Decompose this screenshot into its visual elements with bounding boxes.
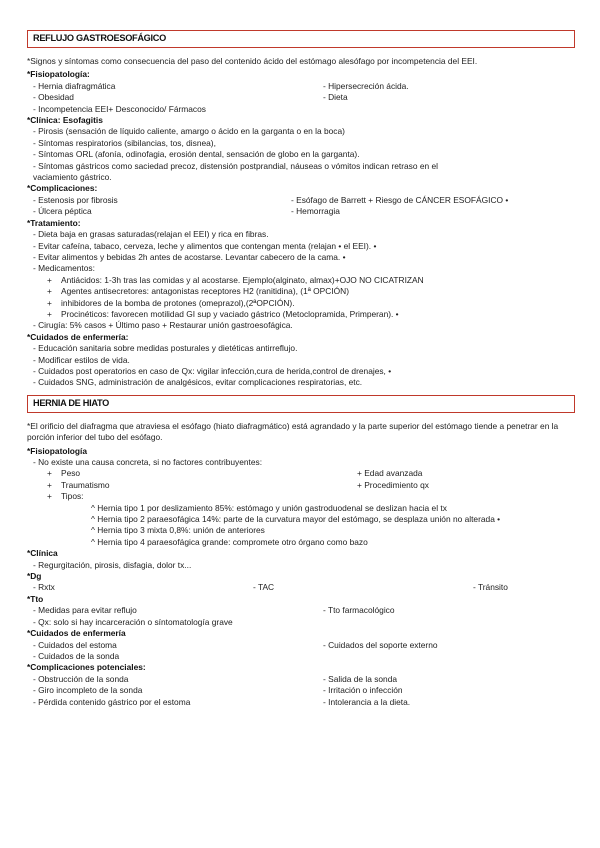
list-item: - Dieta baja en grasas saturadas(relajan el EEI) y rica en fibras.: [33, 229, 269, 240]
bullet-item: [27, 286, 575, 297]
list-item: - Úlcera péptica: [33, 206, 92, 217]
list-item: - Salida de la sonda: [323, 673, 398, 684]
sub-bullet-item: ^ Hernia tipo 3 mixta 0,8%: unión de anteriores: [91, 525, 265, 536]
list-item: - Regurgitación, pirosis, disfagia, dolor tx...: [33, 559, 192, 570]
sub-bullet-item: ^ Hernia tipo 4 paraesofágica grande: compromete otro órgano como bazo: [91, 536, 368, 547]
sub-bullet-item: ^ Hernia tipo 1 por deslizamiento 85%: estómago y unión gastroduodenal se deslizan hacia el tx: [91, 502, 447, 513]
two-column-row: [27, 605, 575, 616]
list-item: - Tto farmacológico: [323, 605, 395, 616]
bullet-item: [27, 468, 575, 479]
list-item: - TAC: [253, 582, 275, 593]
bullet-item: [27, 275, 575, 286]
plus-bullet-icon: +: [47, 468, 52, 479]
list-item: - Pérdida contenido gástrico por el estoma: [33, 696, 191, 707]
sub-bullet-item: ^ Hernia tipo 2 paraesofágica 14%: parte de la curvatura mayor del estómago, se desplaza unión no alterada •: [91, 514, 501, 525]
bullet-text: inhibidores de la bomba de protones (omeprazol),(2ªOPCIÓN).: [61, 297, 295, 308]
list-item: - Síntomas ORL (afonía, odinofagia, erosión dental, sensación de globo en la garganta).: [33, 149, 360, 160]
list-item: vaciamiento gástrico.: [33, 172, 112, 183]
dg-row: [27, 582, 575, 593]
plus-bullet-icon: +: [47, 308, 52, 319]
plus-bullet-icon: +: [47, 479, 52, 490]
list-item: - Cuidados de la sonda: [33, 650, 120, 661]
list-item: - Qx: solo si hay incarceración o síntomatología grave: [33, 616, 233, 627]
list-item: - Medicamentos:: [33, 263, 95, 274]
two-column-row: [27, 617, 575, 628]
list-item: - Síntomas respiratorios (sibilancias, tos, disnea),: [33, 137, 216, 148]
plus-bullet-icon: +: [47, 297, 52, 308]
two-column-row: [27, 195, 575, 206]
list-item: - Evitar alimentos y bebidas 2h antes de acostarse. Levantar cabecero de la cama. •: [33, 251, 346, 262]
list-item: - Dieta: [323, 92, 348, 103]
heading-fisiopatologia: *Fisiopatología:: [27, 69, 90, 80]
list-item: - Hipersecreción ácida.: [323, 80, 409, 91]
plus-bullet-icon: +: [47, 286, 52, 297]
two-column-row: [27, 206, 575, 217]
bullet-text: Tipos:: [61, 491, 84, 502]
intro-text: *El orificio del diafragma que atraviesa el esófago (hiato diafragmático) está agrandado y la parte superior del estómago tiende a penetrar en la porción inferior del tubo del esófago.: [27, 420, 559, 443]
two-column-row: [27, 685, 575, 696]
bullet-item: [27, 491, 575, 502]
list-item: - Cirugía: 5% casos + Último paso + Restaurar unión gastroesofágica.: [33, 320, 293, 331]
two-column-row: [27, 697, 575, 708]
bullet-text: Procinéticos: favorecen motilidad GI sup y vaciado gástrico (Metoclopramida, Primperan). •: [61, 308, 399, 319]
heading-complicaciones-potenciales: *Complicaciones potenciales:: [27, 662, 146, 673]
list-item: - Intolerancia a la dieta.: [323, 696, 411, 707]
bullet-item: [27, 480, 575, 491]
list-item: - Pirosis (sensación de líquido caliente, amargo o ácido en la garganta o en la boca): [33, 126, 345, 137]
list-item: - Tránsito: [473, 582, 508, 593]
heading-clinica: *Clínica: [27, 548, 58, 559]
list-item: - Modificar estilos de vida.: [33, 354, 130, 365]
heading-tto: *Tto: [27, 593, 44, 604]
two-column-row: [27, 92, 575, 103]
bullet-text: + Procedimiento qx: [357, 479, 429, 490]
list-item: - Hernia diafragmática: [33, 80, 116, 91]
list-item: - Obstrucción de la sonda: [33, 673, 129, 684]
intro-text: *Signos y síntomas como consecuencia del paso del contenido ácido del estómago alesófago por incompetencia del EEI.: [27, 56, 478, 66]
bullet-text: Antiácidos: 1-3h tras las comidas y al acostarse. Ejemplo(alginato, almax)+OJO NO CICATRIZAN: [61, 274, 424, 285]
two-column-row: [27, 674, 575, 685]
list-item: - No existe una causa concreta, si no factores contribuyentes:: [33, 457, 263, 467]
two-column-row: [27, 104, 575, 115]
list-item: - Irritación o infección: [323, 685, 403, 696]
list-item: - Educación sanitaria sobre medidas posturales y dietéticas antirreflujo.: [33, 343, 298, 354]
heading-complicaciones: *Complicaciones:: [27, 183, 98, 194]
heading-clinica: *Clínica: Esofagitis: [27, 115, 103, 126]
two-column-row: [27, 81, 575, 92]
list-item: - Evitar cafeína, tabaco, cerveza, leche y alimentos que contengan menta (relajan • el EEI). •: [33, 240, 377, 251]
bullet-text: Peso: [61, 468, 81, 479]
plus-bullet-icon: +: [47, 274, 52, 285]
section-title-hernia: HERNIA DE HIATO: [27, 395, 575, 413]
bullet-text: Agentes antisecretores: antagonistas receptores H2 (ranitidina), (1ª OPCIÓN): [61, 286, 349, 297]
list-item: - Cuidados del soporte externo: [323, 639, 438, 650]
bullet-item: [27, 298, 575, 309]
list-item: - Cuidados SNG, administración de analgésicos, evitar complicaciones respiratorias, etc.: [33, 377, 363, 388]
bullet-item: [27, 309, 575, 320]
heading-cuidados: *Cuidados de enfermería:: [27, 331, 129, 342]
bullet-text: + Edad avanzada: [357, 468, 423, 479]
list-item: - Hemorragia: [291, 206, 340, 217]
list-item: - Obesidad: [33, 92, 74, 103]
heading-cuidados: *Cuidados de enfermería: [27, 628, 126, 639]
heading-fisiopatologia: *Fisiopatología: [27, 445, 88, 456]
bullet-text: Traumatismo: [61, 479, 110, 490]
list-item: - Giro incompleto de la sonda: [33, 685, 143, 696]
two-column-row: [27, 640, 575, 651]
two-column-row: [27, 651, 575, 662]
list-item: - Cuidados del estoma: [33, 639, 117, 650]
plus-bullet-icon: +: [47, 491, 52, 502]
list-item: - Medidas para evitar reflujo: [33, 605, 137, 616]
heading-tratamiento: *Tratamiento:: [27, 217, 81, 228]
list-item: - Estenosis por fibrosis: [33, 194, 118, 205]
list-item: - Rxtx: [33, 582, 55, 593]
list-item: - Incompetencia EEI+ Desconocido/ Fármacos: [33, 103, 206, 114]
list-item: - Esófago de Barrett + Riesgo de CÁNCER ESOFÁGICO •: [291, 194, 509, 205]
document-page: [27, 30, 575, 708]
list-item: - Cuidados post operatorios en caso de Qx: vigilar infección,cura de herida,control de drenajes, •: [33, 365, 392, 376]
section-title-reflujo: REFLUJO GASTROESOFÁGICO: [27, 30, 575, 48]
list-item: - Síntomas gástricos como saciedad precoz, distensión postprandial, náuseas o vómitos indican retraso en el: [33, 160, 439, 171]
heading-dg: *Dg: [27, 571, 42, 582]
